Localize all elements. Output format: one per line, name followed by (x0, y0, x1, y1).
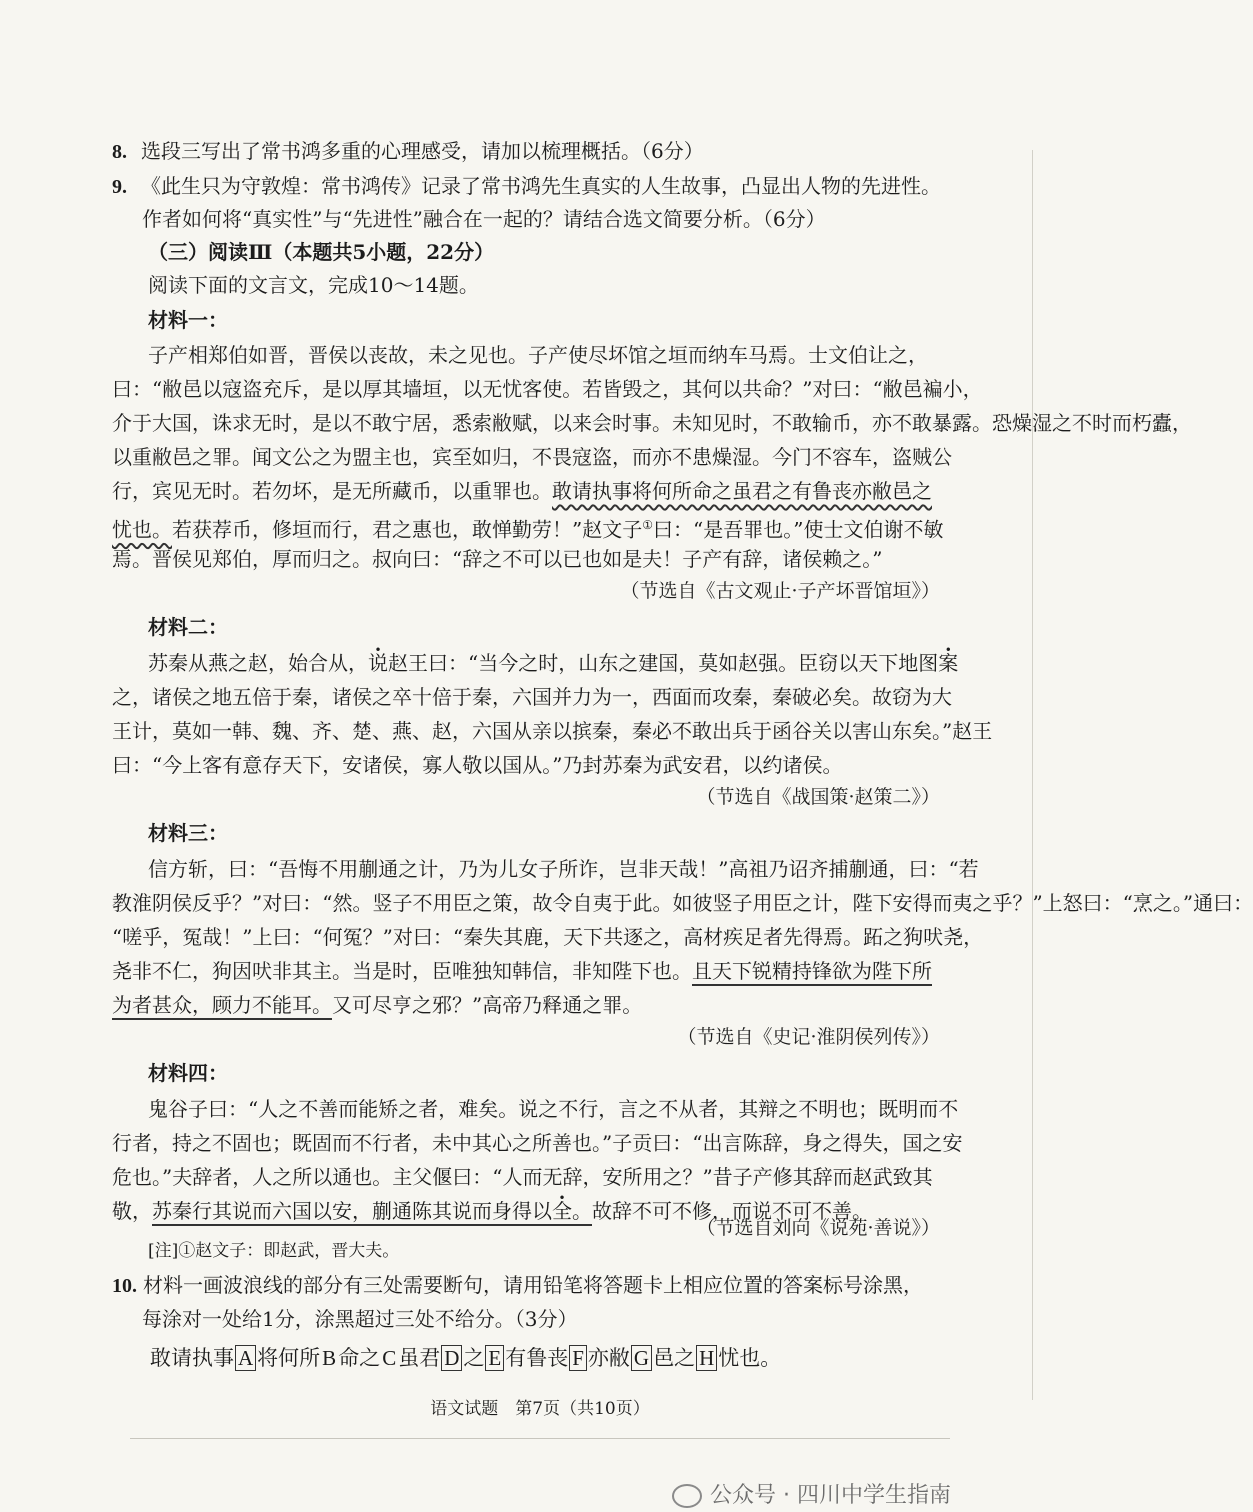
material-4-source (696, 1213, 940, 1243)
material-2-line: 王计，莫如一韩、魏、齐、楚、燕、赵，六国从亲以摈秦，秦必不敢出兵于函谷关以害山东矣。”赵王 (112, 719, 993, 743)
material-4-line: 危也。”夫辞者，人之所以通也。主父偃曰：“人而无辞，安所用之？”昔子产修其辞而赵武致其 (112, 1165, 933, 1189)
underlined-text: 且天下锐精持锋欲为陛下所 (692, 959, 932, 983)
material-3-line: 信方斩，曰：“吾悔不用蒯通之计，乃为儿女子所诈，岂非天哉！”高祖乃诏齐捕蒯通，曰：“若 (148, 857, 979, 881)
material-1-line: 以重敝邑之罪。闻文公之为盟主也，宾至如归，不畏寇盗，而亦不患燥湿。今门不容车，盗贼公 (112, 445, 952, 469)
material-2-label: 材料二： (148, 615, 228, 639)
material-3-line: 教淮阴侯反乎？”对曰：“然。竖子不用臣之策，故令自夷于此。如彼竖子用臣之计，陛下安得而夷之乎？”上怒曰：“烹之。”通曰： (112, 891, 1253, 915)
underlined-segment: 。 (572, 1199, 592, 1223)
question-8 (112, 136, 704, 167)
question-number: 10. (112, 1275, 137, 1297)
plain-text: 曰：“是吾罪也。”使士文伯谢不敏 (653, 517, 944, 542)
wavy-underlined-text: 忧也。 (112, 517, 172, 542)
section-intro: 阅读下面的文言文，完成10～14题。 (148, 273, 479, 297)
material-3-source: （节选自《史记·淮阴侯列传》） (677, 1026, 940, 1048)
material-2-line: 曰：“今上客有意存天下，安诸侯，寡人敬以国从。”乃封苏秦为武安君，以约诸侯。 (112, 753, 843, 777)
wechat-icon (672, 1484, 702, 1508)
material-2-source: （节选自《战国策·赵策二》） (696, 786, 940, 808)
plain-text: 故辞不可不修，而说不可不善。 (592, 1199, 872, 1223)
plain-text: 行，宾见无时。若勿坏，是无所藏币，以重罪也。 (112, 479, 552, 503)
watermark-text: 公众号 · 四川中学生指南 (710, 1483, 951, 1508)
wavy-underlined-text: 敢请执事将何所命之虽君之有鲁丧亦敝邑之 (552, 479, 932, 503)
question-9 (112, 171, 941, 202)
material-4-line: 鬼谷子曰：“人之不善而能矫之者，难矣。说之不行，言之不从者，其辩之不明也；既明而不 (148, 1097, 959, 1121)
plain-text: 尧非不仁，狗因吠非其主。当是时，臣唯独知韩信，非知陛下也。 (112, 959, 692, 983)
material-2-line (148, 648, 958, 678)
option-c[interactable]: C (382, 1346, 397, 1370)
question-text: 《此生只为守敦煌：常书鸿传》记录了常书鸿先生真实的人生故事，凸显出人物的先进性。 (141, 174, 941, 198)
question-text: 选段三写出了常书鸿多重的心理感受，请加以梳理概括。（6分） (141, 139, 704, 163)
dotted-char: 案 (938, 651, 959, 675)
footnote-mark: ① (642, 518, 653, 532)
material-1-line: 曰：“敝邑以寇盗充斥，是以厚其墙垣，以无忧客使。若皆毁之，其何以共命？”对曰：“敝邑褊小， (112, 377, 983, 401)
plain-text: 又可尽亨之邪？”高帝乃释通之罪。 (332, 993, 643, 1017)
material-1-line (112, 510, 943, 545)
option-h[interactable]: H (696, 1345, 717, 1371)
underlined-text (152, 1199, 592, 1223)
option-f[interactable]: F (569, 1345, 587, 1371)
material-3-line (112, 990, 642, 1020)
source-text: （节选自刘向《说苑·善说》） (696, 1217, 940, 1239)
option-g[interactable]: G (631, 1345, 652, 1371)
material-2-line: 之，诸侯之地五倍于秦，诸侯之卒十倍于秦，六国并力为一，西面而攻秦，秦破必矣。故窃为大 (112, 685, 952, 709)
option-text: 忧也。 (718, 1346, 782, 1370)
footnote: [注]①赵文子：即赵武，晋大夫。 (148, 1241, 400, 1261)
option-text: 之 (463, 1346, 485, 1370)
option-text: 敢请执事 (150, 1346, 234, 1370)
material-1-line: 介于大国，诛求无时，是以不敢宁居，悉索敝赋，以来会时事。未知见时，不敢输币，亦不敢暴露。恐燥湿之不时而朽蠹， (112, 411, 1192, 435)
material-4-label: 材料四： (148, 1061, 228, 1085)
question-10-line2: 每涂对一处给1分，涂黑超过三处不给分。（3分） (142, 1307, 578, 1331)
dotted-char: 全 (552, 1199, 572, 1223)
plain-text: 赵王曰：“当今之时，山东之建国，莫如赵强。臣窃以天下地图 (388, 651, 939, 675)
option-text: 亦敝 (587, 1346, 630, 1370)
option-text: 虽君 (398, 1346, 441, 1370)
material-1-source: （节选自《古文观止·子产坏晋馆垣》） (620, 580, 940, 602)
option-text: 将何所 (257, 1346, 321, 1370)
underlined-text: 为者甚众，顾力不能耳。 (112, 993, 332, 1017)
question-text: 材料一画波浪线的部分有三处需要断句，请用铅笔将答题卡上相应位置的答案标号涂黑， (143, 1273, 923, 1297)
watermark (672, 1478, 951, 1509)
option-b[interactable]: B (322, 1346, 337, 1370)
question-number: 8. (112, 141, 127, 163)
section-heading: （三）阅读Ⅲ（本题共5小题，22分） (148, 240, 495, 264)
option-text: 邑之 (653, 1346, 696, 1370)
question-9-line2: 作者如何将“真实性”与“先进性”融合在一起的？请结合选文简要分析。（6分） (142, 207, 826, 231)
material-1-line: 焉。晋侯见郑伯，厚而归之。叔向曰：“辞之不可以已也如是夫！子产有辞，诸侯赖之。” (112, 547, 883, 571)
option-text: 命之 (338, 1346, 381, 1370)
dotted-char: 说 (368, 651, 388, 675)
footer-rule (130, 1438, 950, 1439)
option-d[interactable]: D (441, 1345, 462, 1371)
option-text: 有鲁丧 (505, 1346, 569, 1370)
plain-text: 若获荐币，修垣而行，君之惠也，敢惮勤劳！”赵文子 (172, 517, 643, 542)
underlined-segment: 苏秦行其说而六国以安，蒯通陈其说而身得以 (152, 1199, 552, 1223)
material-4-line: 行者，持之不固也；既固而不行者，未中其心之所善也。”子贡曰：“出言陈辞，身之得失，国之安 (112, 1131, 963, 1155)
punctuation-options (150, 1343, 781, 1373)
material-3-label: 材料三： (148, 821, 228, 845)
page-footer: 语文试题 第7页（共10页） (430, 1399, 650, 1419)
plain-text: 敬， (112, 1199, 152, 1223)
question-number: 9. (112, 176, 127, 198)
material-3-line (112, 956, 932, 986)
material-1-label: 材料一： (148, 308, 228, 332)
plain-text: 苏秦从燕之赵，始合从， (148, 651, 368, 675)
option-a[interactable]: A (235, 1345, 256, 1371)
margin-rule (1032, 150, 1033, 1400)
material-1-line (112, 476, 932, 506)
option-e[interactable]: E (485, 1345, 504, 1371)
material-1-line: 子产相郑伯如晋，晋侯以丧故，未之见也。子产使尽坏馆之垣而纳车马焉。士文伯让之， (148, 343, 928, 367)
material-3-line: “嗟乎，冤哉！”上曰：“何冤？”对曰：“秦失其鹿，天下共逐之，高材疾足者先得焉。跖之狗吠尧， (112, 925, 984, 949)
question-10 (112, 1270, 923, 1301)
